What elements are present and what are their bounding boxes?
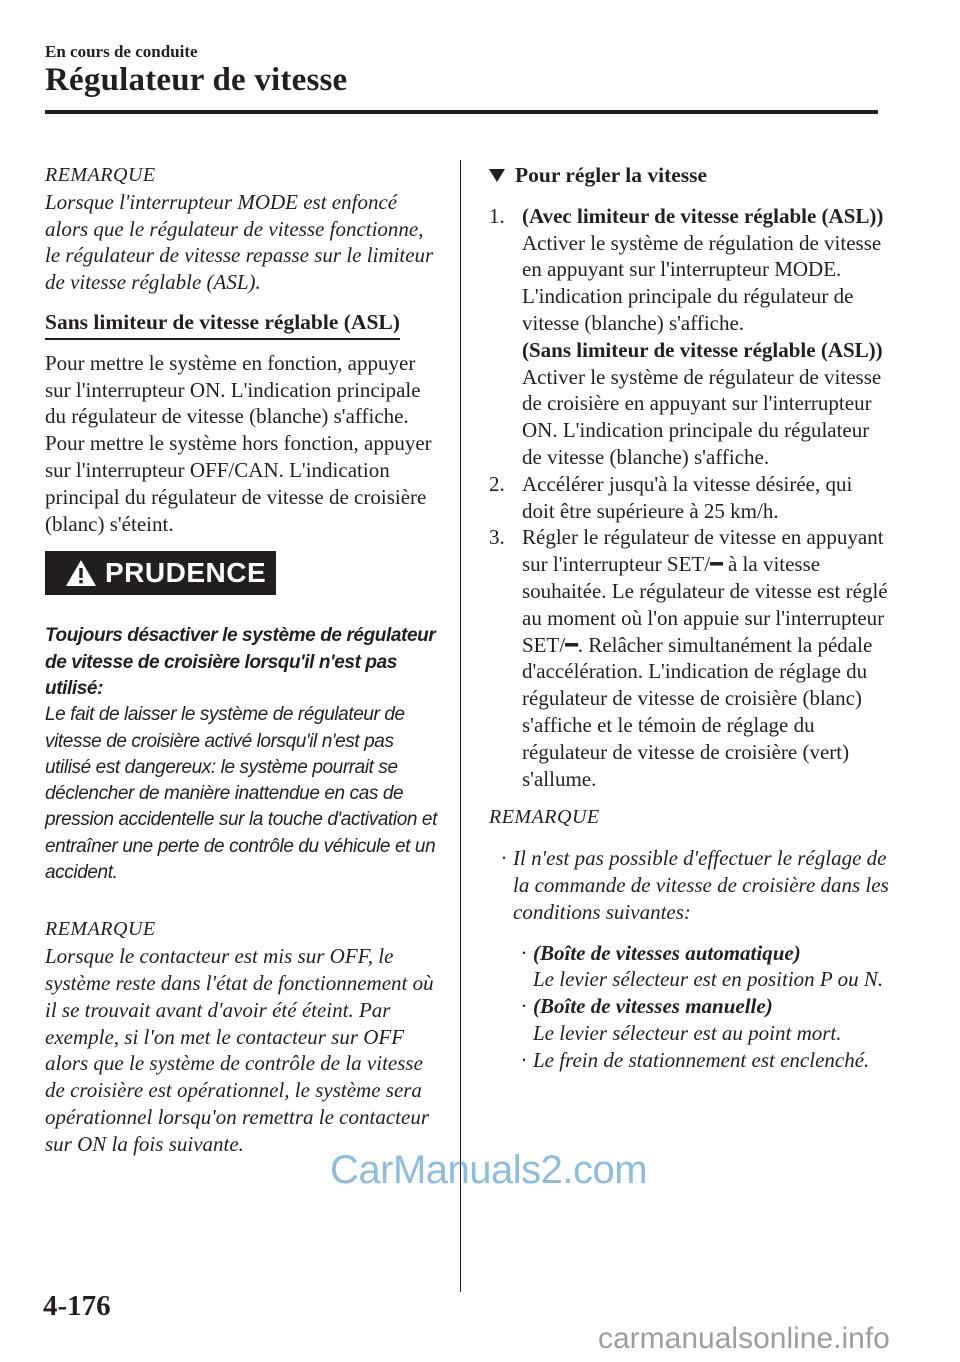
step-number: 1. [489,203,505,228]
title-rule [45,110,878,114]
bullet-dot-icon: · [500,846,508,871]
sub-heading: Sans limiteur de vitesse réglable (ASL) [45,309,400,340]
step-number: 3. [489,525,505,550]
down-triangle-icon [489,169,505,182]
bullet-dot-icon: · [520,1047,528,1072]
right-column [489,162,889,1074]
sub-bullet-body [533,940,883,994]
caution-body [45,623,440,886]
step-item [489,203,889,471]
bullet-dot-icon: · [520,994,528,1019]
page-title: Régulateur de vitesse [45,62,348,98]
step-item [489,524,889,792]
section-heading-label: Pour régler la vitesse [515,163,708,187]
caution-title: Toujours désactiver le système de régulateur de vitesse de croisière lorsqu'il n'est pas utilisé: [45,625,436,699]
sub-bullet-item [515,940,889,994]
bullet-item [495,845,889,925]
note-text: Lorsque le contacteur est mis sur OFF, le système reste dans l'état de fonctionnement où il se trouvait avant d'avoir été éteint. Par exemple, si l'on met le contacteur sur OFF alors que le système de contrôle de la vitesse de croisière est opérationnel, le système sera opérationnel lorsqu'on remettra le contacteur sur ON la fois suivante. [45,944,434,1156]
note-text: Lorsque l'interrupteur MODE est enfoncé alors que le régulateur de vitesse fonctionne, le régulateur de vitesse repasse sur le limiteur de vitesse réglable (ASL). [45,189,434,295]
step-text: Activer le système de régulation de vitesse en appuyant sur l'interrupteur MODE. L'indication principale du régulateur de vitesse (blanche) s'affiche. [522,230,882,335]
paragraph: Pour mettre le système hors fonction, appuyer sur l'interrupteur OFF/CAN. L'indication principal du régulateur de vitesse de croisière (blanc) s'éteint. [45,431,432,536]
caution-text: Le fait de laisser le système de régulateur de vitesse de croisière activé lorsqu'il n'est pas utilisé est dangereux: le système pourrait se déclencher de manière inattendue en cas de pression accidentelle sur la touche d'activation et entraîner une perte de contrôle du véhicule et un accident. [45,704,437,884]
step-subheading: (Avec limiteur de vitesse réglable (ASL)) [522,203,884,228]
step-text: Régler le régulateur de vitesse en appuyant sur l'interrupteur SET/━ à la vitesse souhaitée. Le régulateur de vitesse est réglé au moment où l'on appuie sur l'interrupteur SET/━. Relâcher simultanément la pédale d'accélération. L'indication de réglage du régulateur de vitesse de croisière (blanc) s'affiche et le témoin de réglage du régulateur de vitesse de croisière (vert) s'allume. [522,525,888,791]
sub-bullet-text: Le levier sélecteur est en position P ou N. [533,967,884,992]
note-heading: REMARQUE [45,164,156,186]
sub-bullet-heading: (Boîte de vitesses automatique) [533,940,801,965]
site-watermark: carmanualsonline.info [598,1322,890,1355]
step-text: Accélérer jusqu'à la vitesse désirée, qui doit être supérieure à 25 km/h. [522,471,853,523]
watermark-logo: CarManuals2.com [330,1148,648,1192]
bullet-dot-icon: · [520,940,528,965]
caution-badge [45,551,276,595]
sub-bullet-body [533,993,842,1047]
note-heading: REMARQUE [45,918,156,941]
sub-bullet-text: Le frein de stationnement est enclenché. [533,1047,870,1072]
sub-bullet-heading: (Boîte de vitesses manuelle) [533,994,773,1019]
warning-triangle-icon [65,559,97,587]
step-subheading: (Sans limiteur de vitesse réglable (ASL)) [522,337,883,362]
note-heading: REMARQUE [489,806,600,829]
left-column [45,162,440,1158]
page-number: 4-176 [43,1290,111,1322]
step-item [489,471,889,525]
step-number: 2. [489,471,505,496]
caution-label: PRUDENCE [105,556,267,588]
sub-bullet-item [515,993,889,1047]
step-body [522,203,889,471]
sub-bullet-item [515,1047,889,1074]
section-heading [489,162,889,189]
section-label: En cours de conduite [45,42,198,61]
step-text: Activer le système de régulateur de vitesse de croisière en appuyant sur l'interrupteur ON. L'indication principale du régulateur de vitesse (blanche) s'affiche. [522,364,882,469]
bullet-text: Il n'est pas possible d'effectuer le réglage de la commande de vitesse de croisière dans les conditions suivantes: [513,846,889,924]
paragraph: Pour mettre le système en fonction, appuyer sur l'interrupteur ON. L'indication principale du régulateur de vitesse (blanche) s'affiche. [45,350,421,429]
column-divider [460,160,461,1292]
sub-bullet-text: Le levier sélecteur est au point mort. [533,1020,842,1045]
